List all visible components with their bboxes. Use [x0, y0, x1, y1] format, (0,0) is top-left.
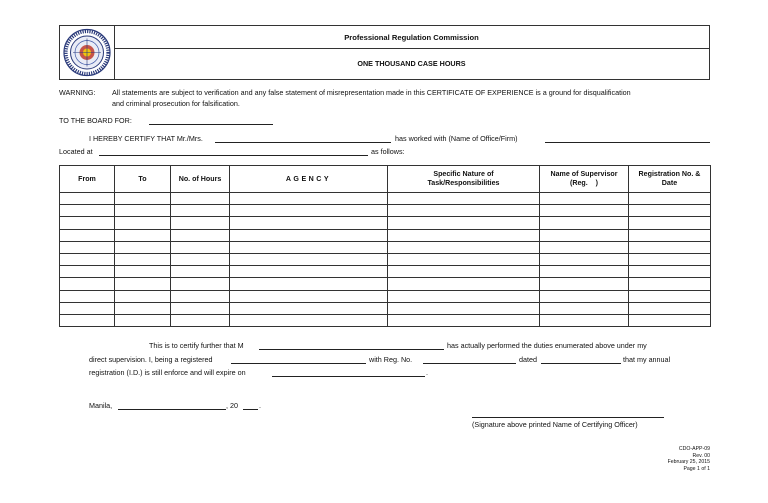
- cert-line2-end: that my annual: [623, 355, 671, 364]
- from-cell[interactable]: [60, 314, 115, 326]
- from-cell[interactable]: [60, 290, 115, 302]
- hours-cell[interactable]: [171, 217, 230, 229]
- agency-cell[interactable]: [230, 266, 388, 278]
- form-title: ONE THOUSAND CASE HOURS: [357, 59, 466, 68]
- hours-cell[interactable]: [171, 205, 230, 217]
- supervisor-cell[interactable]: [540, 205, 629, 217]
- supervisor-cell[interactable]: [540, 266, 629, 278]
- nature-cell[interactable]: [388, 205, 540, 217]
- from-cell[interactable]: [60, 205, 115, 217]
- dated-field[interactable]: [541, 355, 621, 364]
- location-field[interactable]: [99, 147, 368, 156]
- to-cell[interactable]: [115, 278, 171, 290]
- cert-line1-start: This is to certify further that M: [149, 341, 244, 350]
- date-period: .: [259, 401, 261, 410]
- col-registration-line1: Registration No. &: [638, 170, 701, 178]
- prc-seal-logo: [60, 26, 114, 79]
- form-date: February 25, 2015: [667, 459, 710, 465]
- col-supervisor-line2: (Reg. ): [570, 179, 598, 187]
- form-revision: Rev. 00: [692, 452, 710, 459]
- cert-line1-end: has actually performed the duties enumerated above under my: [447, 341, 647, 350]
- table-row: [60, 229, 711, 241]
- col-nature-line1: Specific Nature of: [433, 170, 494, 178]
- from-cell[interactable]: [60, 193, 115, 205]
- from-cell[interactable]: [60, 278, 115, 290]
- signature-caption: (Signature above printed Name of Certifying Officer): [472, 420, 638, 429]
- from-cell[interactable]: [60, 302, 115, 314]
- hours-cell[interactable]: [171, 266, 230, 278]
- warning-text-line1: All statements are subject to verification and any false statement of misrepresentation made in this CERTIFICATE OF EXPERIENCE is a ground for disqualification: [112, 88, 631, 97]
- supervisor-cell[interactable]: [540, 229, 629, 241]
- nature-cell[interactable]: [388, 314, 540, 326]
- supervisor-cell[interactable]: [540, 241, 629, 253]
- certify-name-field[interactable]: [215, 134, 391, 143]
- agency-cell[interactable]: [230, 217, 388, 229]
- dated-label: dated: [519, 355, 537, 364]
- table-row: [60, 278, 711, 290]
- cert-line2-start: direct supervision. I, being a registered: [89, 355, 213, 364]
- registration-cell[interactable]: [629, 266, 711, 278]
- registration-cell[interactable]: [629, 278, 711, 290]
- registration-cell[interactable]: [629, 205, 711, 217]
- registration-cell[interactable]: [629, 217, 711, 229]
- hours-cell[interactable]: [171, 229, 230, 241]
- supervisor-cell[interactable]: [540, 290, 629, 302]
- agency-cell[interactable]: [230, 302, 388, 314]
- to-cell[interactable]: [115, 205, 171, 217]
- hours-cell[interactable]: [171, 278, 230, 290]
- supervisor-cell[interactable]: [540, 193, 629, 205]
- to-cell[interactable]: [115, 241, 171, 253]
- cert-line3-start: registration (I.D.) is still enforce and will expire on: [89, 368, 246, 377]
- hours-cell[interactable]: [171, 193, 230, 205]
- registration-cell[interactable]: [629, 241, 711, 253]
- agency-cell[interactable]: [230, 205, 388, 217]
- table-row: [60, 217, 711, 229]
- registration-cell[interactable]: [629, 302, 711, 314]
- col-nature: [388, 166, 540, 193]
- from-cell[interactable]: [60, 241, 115, 253]
- col-hours: No. of Hours: [171, 166, 230, 193]
- nature-cell[interactable]: [388, 193, 540, 205]
- board-label: TO THE BOARD FOR:: [59, 116, 132, 125]
- table-row: [60, 241, 711, 253]
- form-header: [59, 25, 710, 80]
- from-cell[interactable]: [60, 217, 115, 229]
- agency-cell[interactable]: [230, 229, 388, 241]
- reg-no-field[interactable]: [423, 355, 516, 364]
- table-row: [60, 205, 711, 217]
- nature-cell[interactable]: [388, 253, 540, 265]
- supervisor-cell[interactable]: [540, 314, 629, 326]
- to-cell[interactable]: [115, 229, 171, 241]
- nature-cell[interactable]: [388, 266, 540, 278]
- hours-cell[interactable]: [171, 253, 230, 265]
- as-follows-text: as follows:: [371, 147, 405, 156]
- nature-cell[interactable]: [388, 241, 540, 253]
- nature-cell[interactable]: [388, 278, 540, 290]
- to-cell[interactable]: [115, 217, 171, 229]
- nature-cell[interactable]: [388, 217, 540, 229]
- warning-label: WARNING:: [59, 88, 96, 97]
- year-prefix: , 20: [226, 401, 238, 410]
- from-cell[interactable]: [60, 253, 115, 265]
- table-header-row: [60, 166, 711, 193]
- col-from: From: [60, 166, 115, 193]
- agency-cell[interactable]: [230, 290, 388, 302]
- supervisor-cell[interactable]: [540, 278, 629, 290]
- agency-cell[interactable]: [230, 314, 388, 326]
- col-agency: AGENCY: [230, 166, 388, 193]
- registration-cell[interactable]: [629, 253, 711, 265]
- to-cell[interactable]: [115, 290, 171, 302]
- experience-table: [59, 165, 711, 327]
- form-code: CDO-APP-09: [678, 446, 710, 452]
- table-row: [60, 266, 711, 278]
- registration-cell[interactable]: [629, 314, 711, 326]
- board-field[interactable]: [149, 116, 273, 125]
- col-supervisor: [540, 166, 629, 193]
- nature-cell[interactable]: [388, 302, 540, 314]
- agency-cell[interactable]: [230, 241, 388, 253]
- performer-name-field[interactable]: [259, 341, 444, 350]
- from-cell[interactable]: [60, 266, 115, 278]
- commission-name: Professional Regulation Commission: [114, 26, 709, 49]
- agency-cell[interactable]: [230, 193, 388, 205]
- nature-cell[interactable]: [388, 290, 540, 302]
- col-to: To: [115, 166, 171, 193]
- col-nature-line2: Task/Responsibilities: [427, 179, 500, 187]
- registration-cell[interactable]: [629, 193, 711, 205]
- nature-cell[interactable]: [388, 229, 540, 241]
- from-cell[interactable]: [60, 229, 115, 241]
- supervisor-cell[interactable]: [540, 302, 629, 314]
- col-registration: [629, 166, 711, 193]
- table-row: [60, 193, 711, 205]
- agency-cell[interactable]: [230, 253, 388, 265]
- profession-field[interactable]: [231, 355, 366, 364]
- table-row: [60, 253, 711, 265]
- signature-line[interactable]: [472, 410, 664, 418]
- supervisor-cell[interactable]: [540, 253, 629, 265]
- office-firm-field[interactable]: [545, 134, 710, 143]
- certify-prefix: I HEREBY CERTIFY THAT Mr./Mrs.: [89, 134, 203, 143]
- cert-line3-end: .: [426, 368, 428, 377]
- table-row: [60, 290, 711, 302]
- warning-text-line2: and criminal prosecution for falsification.: [112, 99, 240, 108]
- year-field[interactable]: [243, 401, 258, 410]
- hours-cell[interactable]: [171, 314, 230, 326]
- hours-cell[interactable]: [171, 302, 230, 314]
- registration-cell[interactable]: [629, 229, 711, 241]
- table-row: [60, 314, 711, 326]
- col-supervisor-line1: Name of Supervisor: [550, 170, 618, 178]
- located-label: Located at: [59, 147, 93, 156]
- col-registration-line2: Date: [661, 179, 678, 187]
- day-month-field[interactable]: [118, 401, 226, 410]
- prc-seal-cell: [60, 26, 115, 79]
- expiry-field[interactable]: [272, 368, 425, 377]
- reg-no-label: with Reg. No.: [369, 355, 413, 364]
- to-cell[interactable]: [115, 314, 171, 326]
- to-cell[interactable]: [115, 302, 171, 314]
- page-number: Page 1 of 1: [683, 465, 710, 472]
- table-row: [60, 302, 711, 314]
- hours-cell[interactable]: [171, 290, 230, 302]
- agency-cell[interactable]: [230, 278, 388, 290]
- city-label: Manila,: [89, 401, 113, 410]
- to-cell[interactable]: [115, 266, 171, 278]
- certify-worked-text: has worked with (Name of Office/Firm): [395, 134, 518, 143]
- hours-cell[interactable]: [171, 241, 230, 253]
- to-cell[interactable]: [115, 253, 171, 265]
- registration-cell[interactable]: [629, 290, 711, 302]
- experience-table-body: [60, 193, 711, 327]
- to-cell[interactable]: [115, 193, 171, 205]
- supervisor-cell[interactable]: [540, 217, 629, 229]
